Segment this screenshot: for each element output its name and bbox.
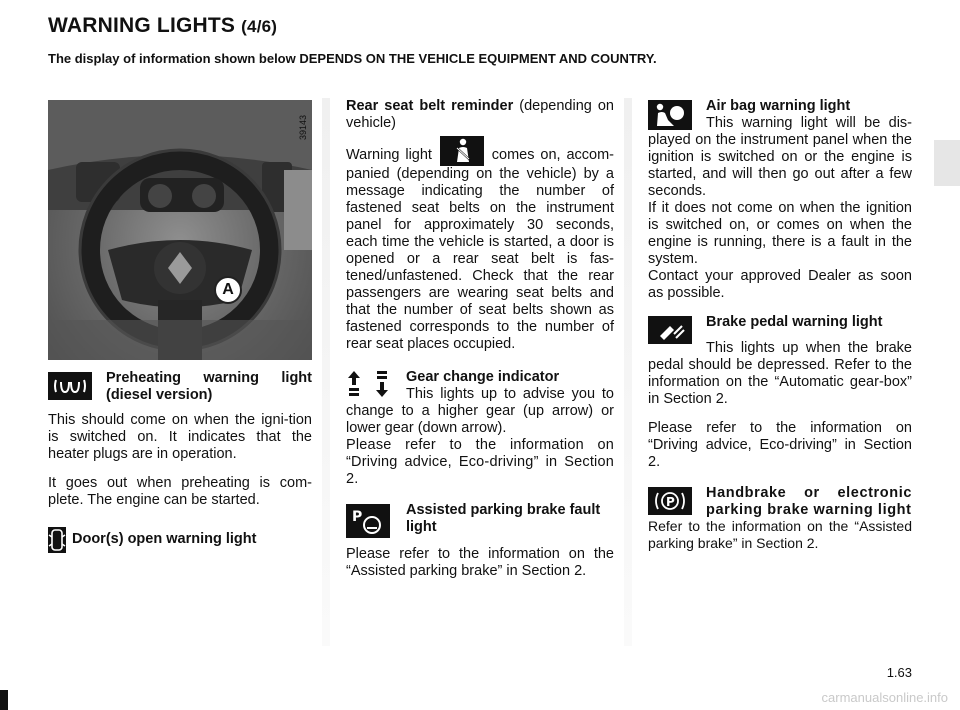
airbag-header	[648, 98, 912, 115]
brake-pedal-icon	[648, 316, 692, 344]
gear-title: Gear change indicator	[406, 369, 560, 385]
page-title-suffix: (4/6)	[241, 17, 278, 36]
svg-text:P: P	[352, 509, 363, 525]
park-paragraph: Please refer to the information on the “Assisted parking brake” in Section 2.	[346, 546, 614, 579]
preheat-paragraph-1: This should come on when the igni-tion is switched on. It indicates that the heater plugs are in operation.	[48, 412, 312, 462]
gear-paragraph-1: This lights up to advise you to change to a higher gear (up arrow) or lower gear (down arrow).	[346, 386, 614, 436]
belt-paragraph-a: Warning light	[346, 146, 432, 163]
brake-header	[648, 314, 912, 350]
parking-brake-fault-icon	[346, 504, 390, 538]
column-1	[48, 370, 312, 555]
section-tab	[934, 140, 960, 186]
doors-title: Door(s) open warning light	[72, 531, 257, 547]
airbag-title: Air bag warning light	[706, 98, 851, 114]
belt-paragraph-b: comes on, accom-panied (depending on the vehicle) by a message indicating the number of fastened seat belts on the instrument panel for approximately 30 seconds, each time the vehicle is started, a door is opened or a rear seat belt is fas-tened/unfastened. Check that the rear passengers are wearing seat belts and that the number of seat belts shown as fastened corresponds to the number of rear seat places occupied.	[346, 146, 614, 352]
seat-belt-icon	[440, 136, 484, 166]
page-number: 1.63	[886, 665, 912, 680]
dashboard-photo	[48, 100, 312, 360]
left-edge-marker	[0, 690, 8, 710]
page-title-text: WARNING LIGHTS	[48, 14, 236, 37]
column-2	[346, 98, 614, 580]
column-3	[648, 98, 912, 552]
gear-up-icon	[346, 369, 362, 399]
park-header	[346, 502, 614, 538]
preheating-icon	[48, 372, 92, 400]
intro-text: The display of information shown below DEPENDS ON THE VEHICLE EQUIPMENT AND COUNTRY.	[48, 51, 657, 66]
handbrake-icon	[648, 487, 692, 515]
belt-title: Rear seat belt reminder	[346, 98, 514, 114]
svg-text:P: P	[666, 495, 675, 509]
door-open-icon	[48, 527, 66, 553]
callout-a: A	[214, 276, 242, 304]
preheat-paragraph-2: It goes out when preheating is com-plete. The engine can be started.	[48, 475, 312, 508]
airbag-paragraph-1: This warning light will be dis-played on the instrument panel when the ignition is switched on or the engine is started, and will then go out after a few seconds.	[648, 115, 912, 199]
airbag-paragraph-3: Contact your approved Dealer as soon as possible.	[648, 268, 912, 301]
watermark: carmanualsonline.info	[821, 690, 948, 705]
belt-heading	[346, 98, 614, 132]
steering-wheel-illustration	[48, 100, 312, 360]
doors-header	[48, 531, 312, 555]
handbrake-header	[648, 485, 912, 521]
gear-text-block	[406, 369, 614, 386]
brake-paragraph-2: Please refer to the information on “Driving advice, Eco-driving” in Section 2.	[648, 420, 912, 470]
gear-header	[346, 369, 614, 403]
gear-paragraph-2: Please refer to the information on “Driving advice, Eco-driving” in Section 2.	[346, 437, 614, 487]
park-title: Assisted parking brake fault light	[406, 502, 601, 535]
handbrake-title: Handbrake or electronic parking brake warning light	[706, 485, 912, 518]
page-title	[48, 14, 277, 38]
column-divider-1	[322, 98, 330, 646]
airbag-paragraph-2: If it does not come on when the ignition is switched on, or comes on when the engine is running, there is a fault in the system.	[648, 200, 912, 267]
preheat-header	[48, 370, 312, 406]
gear-down-icon	[374, 369, 390, 399]
belt-title-note: (depending on vehicle)	[346, 98, 614, 131]
brake-title: Brake pedal warning light	[706, 314, 883, 330]
airbag-icon	[648, 100, 692, 130]
column-divider-2	[624, 98, 632, 646]
brake-paragraph-1: This lights up when the brake pedal should be depressed. Refer to the information on the “Automatic gear-box” in Section 2.	[648, 340, 912, 407]
gear-icons	[346, 369, 390, 399]
handbrake-paragraph: Refer to the information on the “Assisted parking brake” in Section 2.	[648, 518, 912, 551]
preheat-title: Preheating warning light (diesel version)	[106, 370, 312, 403]
belt-paragraph	[346, 144, 614, 353]
photo-code: 39143	[298, 114, 308, 140]
